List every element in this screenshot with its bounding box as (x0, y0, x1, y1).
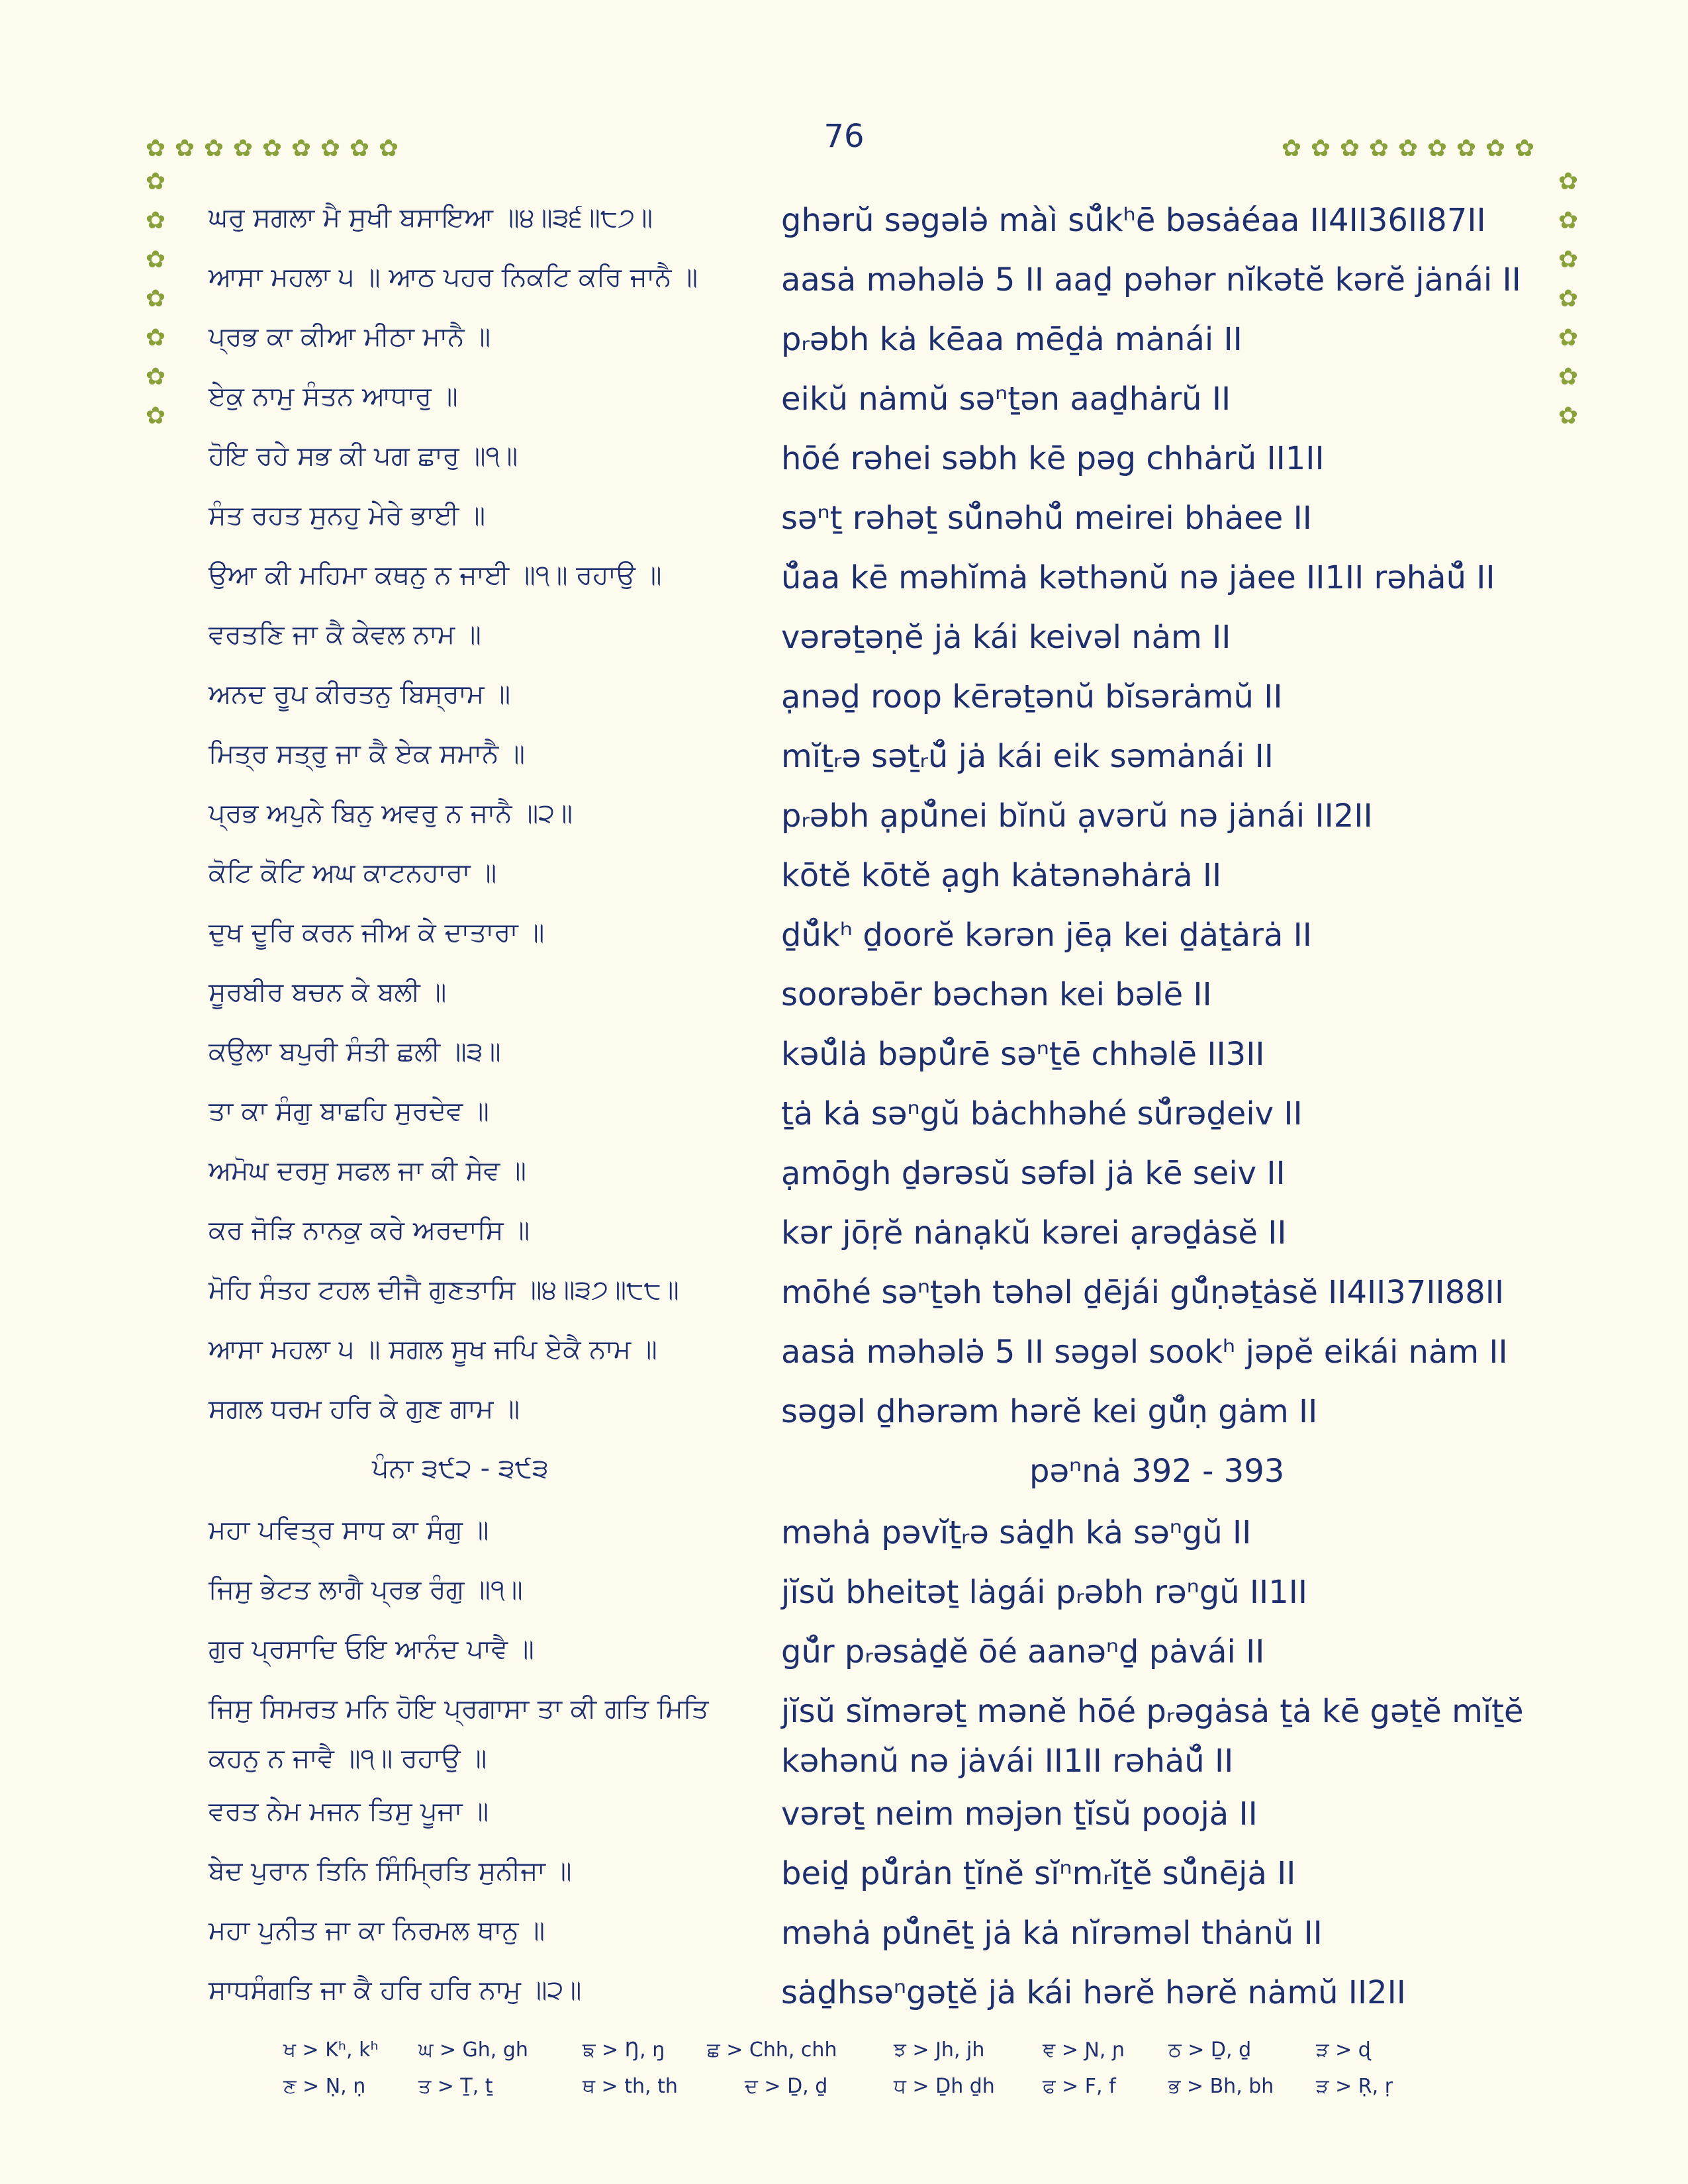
transliteration-line: kər jōṛĕ nȧnạkŭ kərei ạrəḏȧsĕ II (781, 1214, 1287, 1251)
flower-icon: ✿ (232, 135, 254, 162)
transliteration-line: eikŭ nȧmŭ səⁿṯən aaḏhȧrŭ II (781, 381, 1231, 418)
legend-entry: ਘ > Gh, gh (418, 2038, 528, 2062)
legend-entry: ਭ > Bh, bh (1168, 2075, 1274, 2098)
gurmukhi-line: ਬੇਦ ਪੁਰਾਨ ਤਿਨਿ ਸਿੰਮ੍ਰਿਤਿ ਸੁਨੀਜਾ ॥ (209, 1856, 572, 1886)
flower-icon: ✿ (1281, 135, 1302, 162)
transliteration-line: gŭ̊r pᵣəsȧḏĕ ōé aanəⁿḏ pȧvái II (781, 1633, 1265, 1670)
page-range-gurmukhi: ਪੰਨਾ ੩੯੨ - ੩੯੩ (372, 1453, 549, 1484)
legend-entry: ਠ > Ḏ, ḏ (1168, 2038, 1252, 2062)
gurmukhi-line: ਸਗਲ ਧਰਮ ਹਰਿ ਕੇ ਗੁਣ ਗਾਮ ॥ (209, 1394, 520, 1424)
gurmukhi-line: ਅਮੋਘ ਦਰਸੁ ਸਫਲ ਜਾ ਕੀ ਸੇਵ ॥ (209, 1156, 527, 1186)
transliteration-line: pᵣəbh kȧ kēaa mēḏȧ mȧnái II (781, 321, 1243, 358)
page-number: 76 (823, 118, 865, 155)
flower-icon: ✿ (1558, 363, 1579, 390)
flower-icon: ✿ (1558, 246, 1579, 273)
flower-icon: ✿ (1485, 135, 1506, 162)
flower-icon: ✿ (1558, 207, 1579, 234)
transliteration-line: beiḏ pŭ̊rȧn ṯĭnĕ sĭⁿmᵣĭṯĕ sŭ̊nējȧ II (781, 1855, 1296, 1892)
gurmukhi-line: ਮੋਹਿ ਸੰਤਹ ਟਹਲ ਦੀਜੈ ਗੁਣਤਾਸਿ ॥੪॥੩੭॥੮੮॥ (209, 1275, 679, 1305)
transliteration-line: səgəl ḏhərəm hərĕ kei gŭ̊ṇ gȧm II (781, 1393, 1318, 1430)
legend-entry: ਞ > Ɲ, ɲ (1043, 2038, 1125, 2062)
legend-entry: ਝ > Jh, jh (894, 2038, 985, 2062)
flower-icon: ✿ (1456, 135, 1477, 162)
legend-entry: ਙ > Ŋ, ŋ (583, 2038, 665, 2062)
gurmukhi-line: ਮਹਾ ਪਵਿਤ੍ਰ ਸਾਧ ਕਾ ਸੰਗੁ ॥ (209, 1515, 489, 1545)
legend-entry: ਣ > Ṇ, ṇ (283, 2075, 366, 2098)
flower-icon: ✿ (1558, 285, 1579, 312)
flower-icon: ✿ (320, 135, 341, 162)
gurmukhi-line: ਕਉਲਾ ਬਪੁਰੀ ਸੰਤੀ ਛਲੀ ॥੩॥ (209, 1036, 501, 1067)
transliteration-line: mōhé səⁿṯəh təhəl ḏējái gŭ̊ṇəṯȧsĕ II4II37II88II (781, 1274, 1505, 1311)
flower-icon: ✿ (1514, 135, 1535, 162)
gurmukhi-line: ਆਸਾ ਮਹਲਾ ੫ ॥ ਆਠ ਪਹਰ ਨਿਕਟਿ ਕਰਿ ਜਾਨੈ ॥ (209, 262, 698, 293)
flower-icon: ✿ (1558, 324, 1579, 351)
gurmukhi-line: ਕਹਨੁ ਨ ਜਾਵੈ ॥੧॥ ਰਹਾਉ ॥ (209, 1743, 487, 1774)
transliteration-line: jĭsŭ sĭmərəṯ mənĕ hōé pᵣəgȧsȧ ṯȧ kē gəṯĕ mĭṯĕ (781, 1693, 1524, 1730)
transliteration-line: ạmōgh ḏərəsŭ səfəl jȧ kē seiv II (781, 1155, 1286, 1192)
gurmukhi-line: ਏਕੁ ਨਾਮੁ ਸੰਤਨ ਆਧਾਰੁ ॥ (209, 381, 458, 412)
gurmukhi-line: ਪ੍ਰਭ ਅਪੁਨੇ ਬਿਨੁ ਅਵਰੁ ਨ ਜਾਨੈ ॥੨॥ (209, 798, 573, 829)
legend-entry: ਥ > th, th (583, 2075, 678, 2098)
legend-entry: ਛ > Chh, chh (707, 2038, 837, 2062)
flower-icon: ✿ (145, 168, 166, 195)
transliteration-line: hōé rəhei səbh kē pəg chhȧrŭ II1II (781, 440, 1325, 477)
flower-icon: ✿ (145, 402, 166, 430)
transliteration-line: məhȧ pŭ̊nēṯ jȧ kȧ nĭrəməl thȧnŭ II (781, 1915, 1323, 1952)
gurmukhi-line: ਹੋਇ ਰਹੇ ਸਭ ਕੀ ਪਗ ਛਾਰੁ ॥੧॥ (209, 441, 518, 471)
flower-icon: ✿ (145, 324, 166, 351)
transliteration-line: vərəṯəṇĕ jȧ kái keivəl nȧm II (781, 619, 1231, 656)
legend-entry: ਫ > F, f (1043, 2075, 1116, 2098)
flower-icon: ✿ (145, 285, 166, 312)
transliteration-line: ŭ̊aa kē məhĭmȧ kəthənŭ nə jȧee II1II rəhȧŭ̊ II (781, 559, 1495, 596)
transliteration-line: sȧḏhsəⁿgəṯĕ jȧ kái hərĕ hərĕ nȧmŭ II2II (781, 1974, 1406, 2011)
flower-icon: ✿ (1427, 135, 1448, 162)
left-flower-border (143, 169, 168, 429)
flower-icon: ✿ (203, 135, 224, 162)
gurmukhi-line: ਘਰੁ ਸਗਲਾ ਮੈ ਸੁਖੀ ਬਸਾਇਆ ॥੪॥੩੬॥੮੭॥ (209, 203, 653, 233)
legend-entry: ਦ > Ḏ, ḏ (745, 2075, 828, 2098)
gurmukhi-line: ਪ੍ਰਭ ਕਾ ਕੀਆ ਮੀਠਾ ਮਾਨੈ ॥ (209, 322, 491, 352)
flower-icon: ✿ (145, 207, 166, 234)
transliteration-line: ḏŭ̊kʰ ḏoorĕ kərən jēạ kei ḏȧṯȧrȧ II (781, 917, 1312, 954)
flower-icon: ✿ (145, 246, 166, 273)
flower-icon: ✿ (145, 135, 166, 162)
transliteration-line: vərəṯ neim məjən ṯĭsŭ poojȧ II (781, 1796, 1258, 1833)
transliteration-line: mĭṯᵣə səṯᵣŭ̊ jȧ kái eik səmȧnái II (781, 738, 1274, 775)
top-right-flower-border (1279, 136, 1537, 161)
gurmukhi-line: ਵਰਤਣਿ ਜਾ ਕੈ ਕੇਵਲ ਨਾਮ ॥ (209, 619, 481, 650)
transliteration-line: pᵣəbh ạpŭ̊nei bĭnŭ ạvərŭ nə jȧnái II2II (781, 797, 1373, 835)
flower-icon: ✿ (145, 363, 166, 390)
flower-icon: ✿ (291, 135, 312, 162)
gurmukhi-line: ਜਿਸੁ ਭੇਟਤ ਲਾਗੈ ਪ੍ਰਭ ਰੰਗੁ ॥੧॥ (209, 1574, 523, 1605)
legend-entry: ੜ > Ṛ, ṛ (1316, 2075, 1393, 2098)
gurmukhi-line: ਸੰਤ ਰਹਤ ਸੁਨਹੁ ਮੇਰੇ ਭਾਈ ॥ (209, 500, 486, 531)
transliteration-line: səⁿṯ rəhəṯ sŭ̊nəhŭ̊ meirei bhȧee II (781, 500, 1312, 537)
legend-entry: ਖ > Kʰ, kʰ (283, 2038, 379, 2062)
flower-icon: ✿ (1310, 135, 1331, 162)
legend-entry: ੜ > ɖ (1316, 2038, 1371, 2062)
flower-icon: ✿ (261, 135, 283, 162)
gurmukhi-line: ਅਨਦ ਰੂਪ ਕੀਰਤਨੁ ਬਿਸ੍ਰਾਮ ॥ (209, 679, 511, 709)
top-left-flower-border (143, 136, 401, 161)
gurmukhi-line: ਗੁਰ ਪ੍ਰਸਾਦਿ ਓਇ ਆਨੰਦ ਪਾਵੈ ॥ (209, 1634, 534, 1664)
flower-icon: ✿ (1558, 168, 1579, 195)
gurmukhi-line: ਦੁਖ ਦੂਰਿ ਕਰਨ ਜੀਅ ਕੇ ਦਾਤਾਰਾ ॥ (209, 917, 545, 948)
flower-icon: ✿ (349, 135, 370, 162)
gurmukhi-line: ਸਾਧਸੰਗਤਿ ਜਾ ਕੈ ਹਰਿ ਹਰਿ ਨਾਮੁ ॥੨॥ (209, 1975, 582, 2005)
flower-icon: ✿ (1339, 135, 1360, 162)
transliteration-line: məhȧ pəvĭṯᵣə sȧḏh kȧ səⁿgŭ II (781, 1514, 1252, 1551)
transliteration-line: kəŭ̊lȧ bəpŭ̊rē səⁿṯē chhəlē II3II (781, 1036, 1265, 1073)
transliteration-line: kōtĕ kōtĕ ạgh kȧtənəhȧrȧ II (781, 857, 1222, 894)
gurmukhi-line: ਕਰ ਜੋੜਿ ਨਾਨਕੁ ਕਰੇ ਅਰਦਾਸਿ ॥ (209, 1215, 530, 1246)
right-flower-border (1556, 169, 1581, 429)
transliteration-line: aasȧ məhələ̇ 5 II səgəl sookʰ jəpĕ eikái nȧm II (781, 1334, 1508, 1371)
gurmukhi-line: ਆਸਾ ਮਹਲਾ ੫ ॥ ਸਗਲ ਸੂਖ ਜਪਿ ਏਕੈ ਨਾਮ ॥ (209, 1334, 657, 1365)
gurmukhi-line: ਤਾ ਕਾ ਸੰਗੁ ਬਾਛਹਿ ਸੁਰਦੇਵ ॥ (209, 1096, 489, 1126)
flower-icon: ✿ (174, 135, 195, 162)
gurmukhi-line: ਵਰਤ ਨੇਮ ਮਜਨ ਤਿਸੁ ਪੂਜਾ ॥ (209, 1796, 489, 1827)
transliteration-line: ạnəḏ roop kērəṯənŭ bĭsərȧmŭ II (781, 678, 1283, 715)
flower-icon: ✿ (378, 135, 399, 162)
transliteration-line: aasȧ məhələ̇ 5 II aaḏ pəhər nĭkətĕ kərĕ jȧnái II (781, 261, 1521, 298)
transliteration-line: ṯȧ kȧ səⁿgŭ bȧchhəhé sŭ̊rəḏeiv II (781, 1095, 1303, 1132)
transliteration-line: kəhənŭ nə jȧvái II1II rəhȧŭ̊ II (781, 1743, 1234, 1780)
flower-icon: ✿ (1368, 135, 1389, 162)
legend-entry: ਧ > Ḏh ḏh (894, 2075, 995, 2098)
flower-icon: ✿ (1558, 402, 1579, 430)
page-range-transliteration: pəⁿnȧ 392 - 393 (1029, 1453, 1285, 1490)
gurmukhi-line: ਉਆ ਕੀ ਮਹਿਮਾ ਕਥਨੁ ਨ ਜਾਈ ॥੧॥ ਰਹਾਉ ॥ (209, 560, 662, 590)
gurmukhi-line: ਸੂਰਬੀਰ ਬਚਨ ਕੇ ਬਲੀ ॥ (209, 977, 447, 1007)
gurmukhi-line: ਮਹਾ ਪੁਨੀਤ ਜਾ ਕਾ ਨਿਰਮਲ ਥਾਨੁ ॥ (209, 1915, 545, 1946)
gurmukhi-line: ਜਿਸੁ ਸਿਮਰਤ ਮਨਿ ਹੋਇ ਪ੍ਰਗਾਸਾ ਤਾ ਕੀ ਗਤਿ ਮਿਤਿ (209, 1694, 709, 1724)
gurmukhi-line: ਮਿਤ੍ਰ ਸਤ੍ਰੁ ਜਾ ਕੈ ਏਕ ਸਮਾਨੈ ॥ (209, 739, 526, 769)
transliteration-line: soorəbēr bəchən kei bəlē II (781, 976, 1212, 1013)
flower-icon: ✿ (1397, 135, 1419, 162)
gurmukhi-line: ਕੋਟਿ ਕੋਟਿ ਅਘ ਕਾਟਨਹਾਰਾ ॥ (209, 858, 497, 888)
transliteration-line: ghərŭ səgələ̇ màì sŭ̊kʰē bəsȧéaa II4II36II87II (781, 202, 1486, 239)
transliteration-line: jĭsŭ bheitəṯ lȧgái pᵣəbh rəⁿgŭ II1II (781, 1574, 1308, 1611)
legend-entry: ਤ > Ṯ, ṯ (418, 2075, 493, 2098)
